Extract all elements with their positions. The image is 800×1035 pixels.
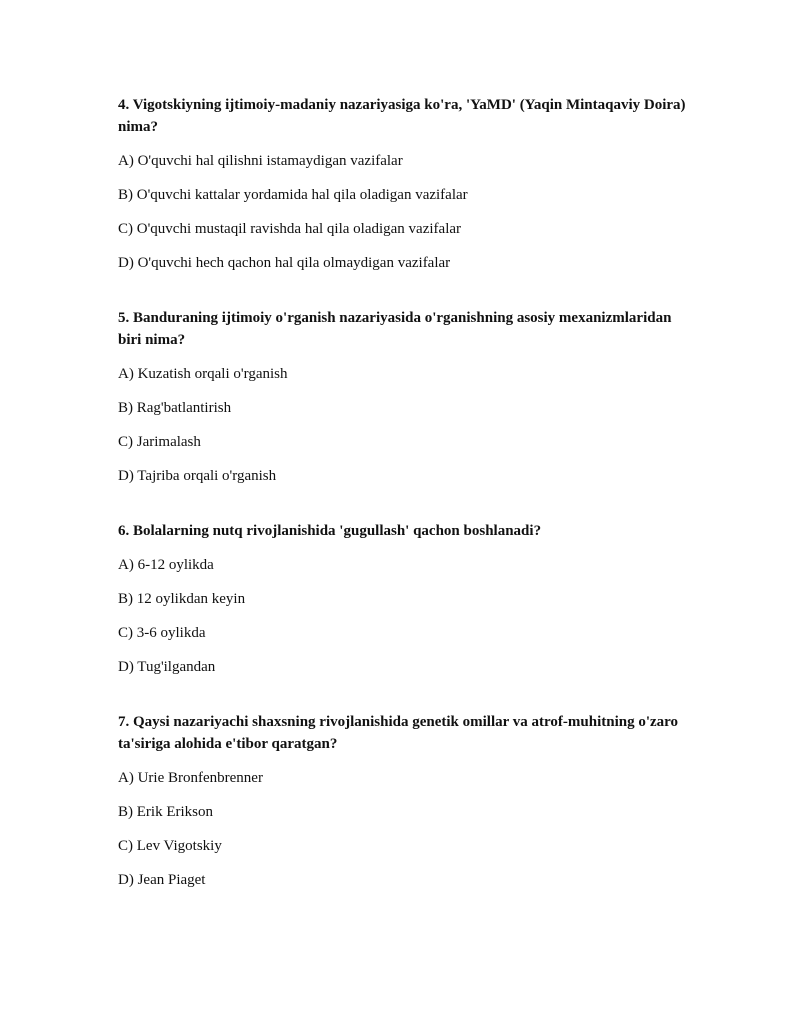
answer-option-d: D) Tug'ilgandan (118, 659, 216, 675)
answer-option-a: A) 6-12 oylikda (118, 557, 214, 573)
answer-option-d: D) O'quvchi hech qachon hal qila olmaydigan vazifalar (118, 255, 451, 271)
answer-option-c: C) Lev Vigotskiy (118, 838, 222, 854)
answer-option-b: B) Erik Erikson (118, 804, 213, 820)
answer-option-c: C) O'quvchi mustaqil ravishda hal qila oladigan vazifalar (118, 221, 462, 237)
question-title: 7. Qaysi nazariyachi shaxsning rivojlanishida genetik omillar va atrof-muhitning o'zaro ta'siriga alohida e'tibor qaratgan? (118, 714, 679, 752)
answer-option-d: D) Tajriba orqali o'rganish (118, 468, 277, 484)
question-title: 4. Vigotskiyning ijtimoiy-madaniy nazariyasiga ko'ra, 'YaMD' (Yaqin Mintaqaviy Doira) nima? (118, 97, 686, 135)
answer-option-c: C) 3-6 oylikda (118, 625, 206, 641)
answer-option-a: A) O'quvchi hal qilishni istamaydigan vazifalar (118, 153, 403, 169)
answer-option-b: B) 12 oylikdan keyin (118, 591, 246, 607)
answer-option-b: B) Rag'batlantirish (118, 400, 232, 416)
answer-option-b: B) O'quvchi kattalar yordamida hal qila oladigan vazifalar (118, 187, 468, 203)
answer-option-d: D) Jean Piaget (118, 872, 206, 888)
answer-option-c: C) Jarimalash (118, 434, 201, 450)
answer-option-a: A) Kuzatish orqali o'rganish (118, 366, 288, 382)
question-5 (118, 307, 688, 487)
answer-option-a: A) Urie Bronfenbrenner (118, 770, 263, 786)
document-page (118, 94, 688, 903)
question-title: 5. Banduraning ijtimoiy o'rganish nazariyasida o'rganishning asosiy mexanizmlaridan biri nima? (118, 310, 672, 348)
question-4 (118, 94, 688, 274)
question-6 (118, 520, 688, 678)
question-7 (118, 711, 688, 891)
question-title: 6. Bolalarning nutq rivojlanishida 'gugullash' qachon boshlanadi? (118, 523, 542, 539)
